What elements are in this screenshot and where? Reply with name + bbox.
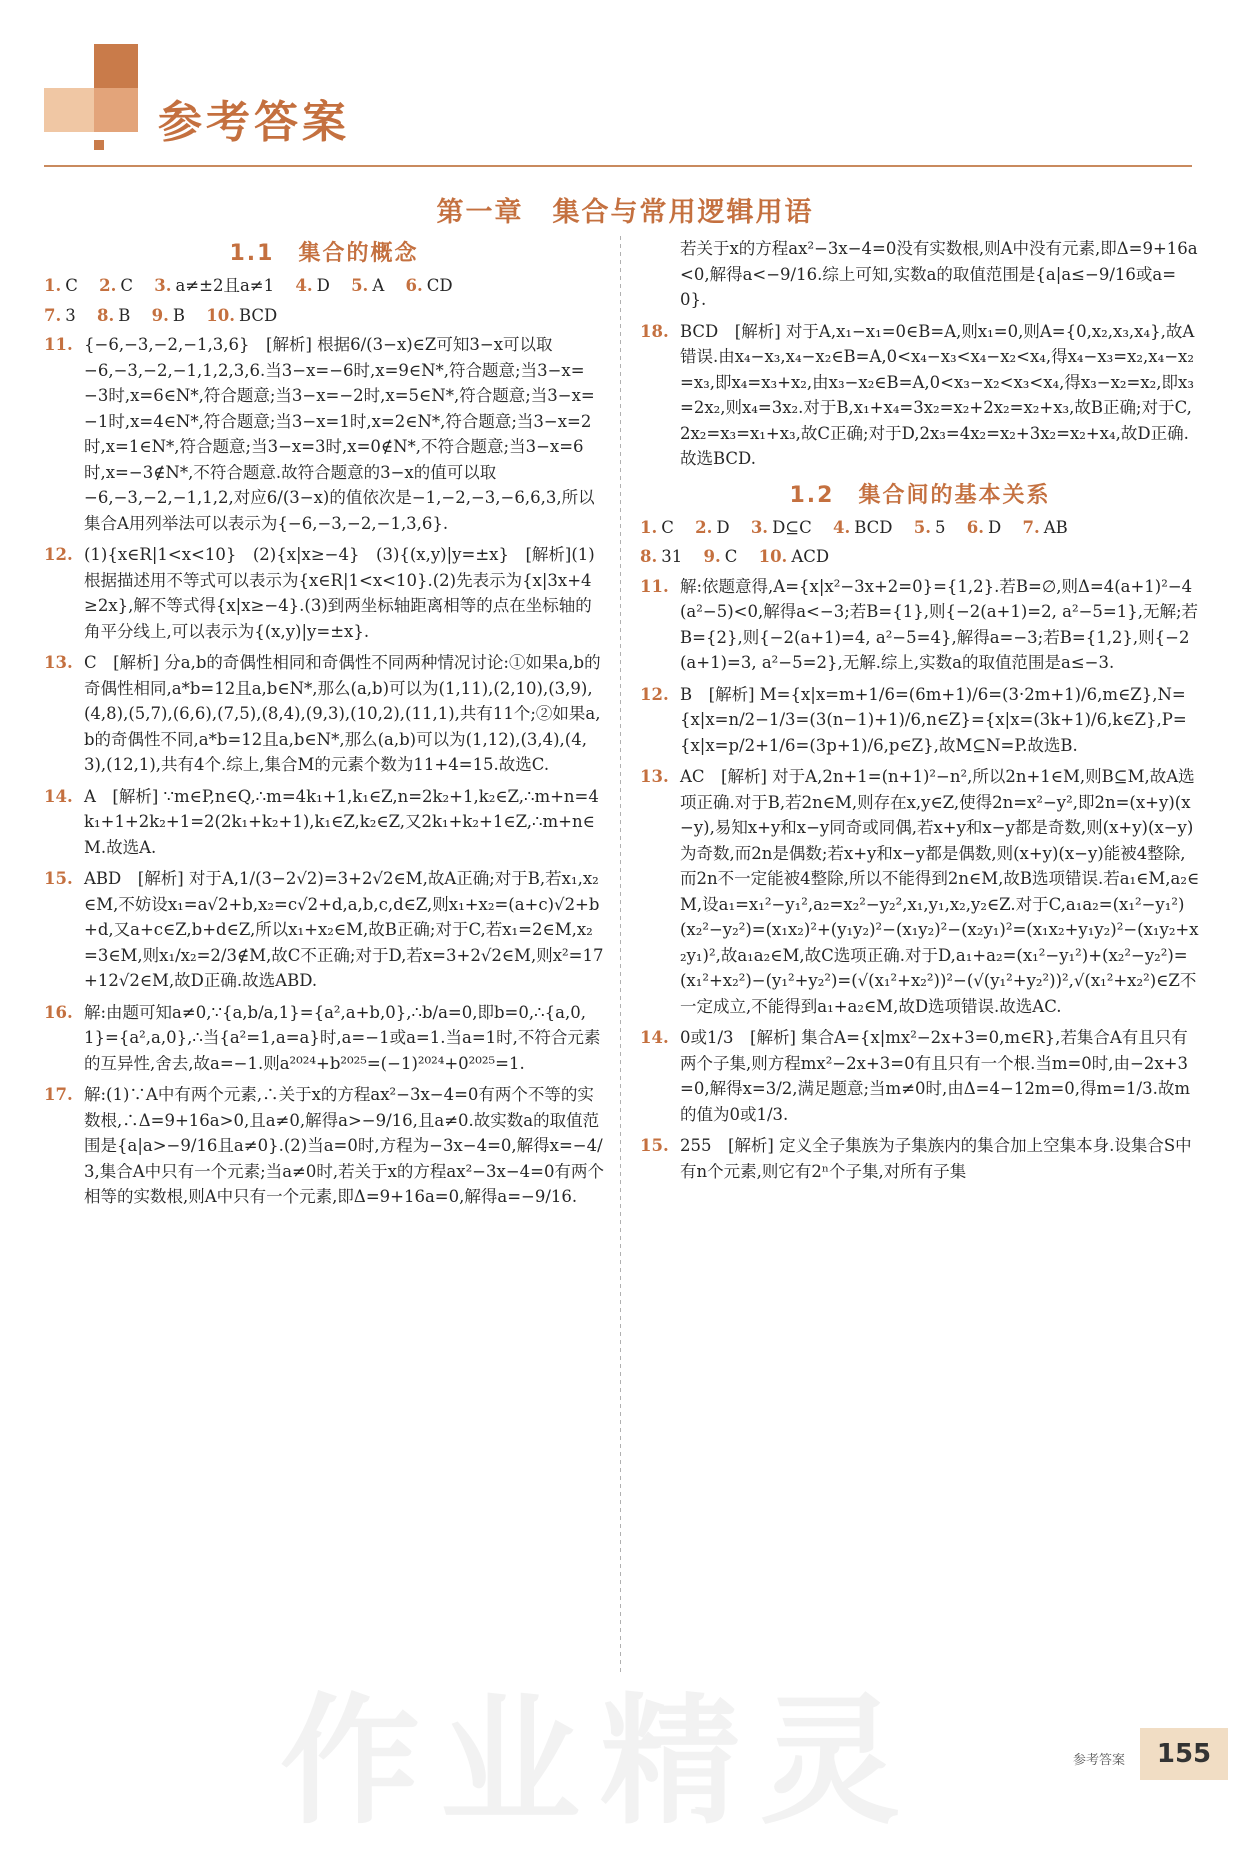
answer-item-continued xyxy=(640,236,1200,313)
item-text: BCD [解析] 对于A,x₁−x₁=0∈B=A,则x₁=0,则A={0,x₂,x₃,x₄},故A错误.由x₄−x₃,x₄−x₂∈B=A,0<x₄−x₃<x₄−x₂<x₄,得x₄−x₃=x₂,x₄−x₂=x₃,即x₄=x₃+x₂,由x₃−x₂∈B=A,0<x₃−x₂<x₃<x₄,得x₃−x₂=x₂,即x₃=2x₂,则x₄=3x₂.对于B,x₁+x₄=3x₂=x₂+2x₂=x₂+x₃,故B正确;对于C,2x₂=x₃=x₁+x₃,故C正确;对于D,2x₃=4x₂=x₂+3x₂=x₂+x₄,故D正确.故选BCD. xyxy=(680,321,1195,468)
answer-item xyxy=(44,1000,604,1077)
answer-number: 10. xyxy=(206,305,235,325)
answer-value: C xyxy=(661,517,674,537)
answer-value: D⊆C xyxy=(772,517,812,537)
footer-label: 参考答案 xyxy=(1073,1753,1126,1768)
quick-answers-row xyxy=(640,515,1200,541)
answer-value: ACD xyxy=(791,547,830,566)
item-number: 16. xyxy=(44,1002,73,1022)
header-deco-square-mid xyxy=(94,88,138,132)
answer-number: 9. xyxy=(703,547,721,566)
item-text: B [解析] M={x|x=m+1/6=(6m+1)/6=(3·2m+1)/6,m∈Z},N={x|x=n/2−1/3=(3(n−1)+1)/6,n∈Z}={x|x=(3k+1)/6,k∈Z},P={x|x=p/2+1/6=(3p+1)/6,p∈Z},故M⊆N=P.故选B. xyxy=(680,684,1187,755)
answer-value: 3 xyxy=(65,305,76,325)
answer-number: 6. xyxy=(405,276,423,295)
answer-item xyxy=(640,682,1200,759)
answer-value: 31 xyxy=(661,547,683,566)
column-divider xyxy=(620,236,621,1676)
item-number: 14. xyxy=(640,1028,669,1047)
quick-answers-row xyxy=(640,544,1200,570)
header-rule xyxy=(44,165,1192,167)
answer-item xyxy=(640,1025,1200,1127)
item-text: 解:(1)∵A中有两个元素,∴关于x的方程ax²−3x−4=0有两个不等的实数根,∴Δ=9+16a>0,且a≠0,解得a>−9/16,且a≠0.故实数a的取值范围是{a|a>−9/16且a≠0}.(2)当a=0时,方程为−3x−4=0,解得x=−4/3,集合A中只有一个元素;当a≠0时,若关于x的方程ax²−3x−4=0有两个相等的实数根,则A中只有一个元素,即Δ=9+16a=0,解得a=−9/16. xyxy=(84,1085,604,1206)
answer-value: D xyxy=(716,517,730,537)
answer-value: C xyxy=(120,276,133,295)
item-number: 17. xyxy=(44,1085,73,1104)
page-number: 155 xyxy=(1140,1728,1228,1780)
answer-number: 2. xyxy=(99,276,117,295)
section-title-1-1: 1.1 集合的概念 xyxy=(229,241,419,266)
item-number: 12. xyxy=(44,545,73,564)
answer-number: 5. xyxy=(351,276,369,295)
answer-value: a≠±2且a≠1 xyxy=(175,276,275,295)
answer-number: 7. xyxy=(44,305,62,325)
answer-value: BCD xyxy=(238,305,278,325)
answer-value: CD xyxy=(426,276,453,295)
item-text: (1){x∈R|1<x<10} (2){x|x≥−4} (3){(x,y)|y=±x} [解析](1)根据描述用不等式可以表示为{x∈R|1<x<10}.(2)先表示为{x|3x+4≥2x},解不等式得{x|x≥−4}.(3)到两坐标轴距离相等的点在坐标轴的角平分线上,可以表示为{(x,y)|y=±x}. xyxy=(84,545,595,641)
answer-number: 1. xyxy=(640,517,658,537)
item-number: 14. xyxy=(44,786,73,806)
answer-value: 5 xyxy=(935,517,946,537)
quick-answers-row xyxy=(44,303,604,329)
answer-number: 2. xyxy=(695,517,713,537)
item-text: {−6,−3,−2,−1,3,6} [解析] 根据6/(3−x)∈Z可知3−x可以取−6,−3,−2,−1,1,2,3,6.当3−x=−6时,x=9∈N*,符合题意;当3−x=−3时,x=6∈N*,符合题意;当3−x=−2时,x=5∈N*,符合题意;当3−x=−1时,x=4∈N*,符合题意;当3−x=1时,x=2∈N*,符合题意;当3−x=2时,x=1∈N*,符合题意;当3−x=3时,x=0∉N*,不符合题意;当3−x=6时,x=−3∉N*,不符合题意.故符合题意的3−x的值可以取−6,−3,−2,−1,1,2,对应6/(3−x)的值依次是−1,−2,−3,−6,6,3,所以集合A用列举法可以表示为{−6,−3,−2,−1,3,6}. xyxy=(84,335,595,533)
item-number: 11. xyxy=(640,576,669,596)
answer-number: 3. xyxy=(750,517,769,537)
answer-number: 6. xyxy=(966,517,984,537)
answer-value: D xyxy=(316,276,330,295)
answer-item xyxy=(640,319,1200,472)
item-number: 12. xyxy=(640,684,669,704)
answer-value: C xyxy=(724,547,738,566)
item-number: 15. xyxy=(640,1136,669,1155)
quick-answers-row xyxy=(44,273,604,299)
item-number: 13. xyxy=(44,653,73,672)
item-text: 255 [解析] 定义全子集族为子集族内的集合加上空集本身.设集合S中有n个元素,则它有2ⁿ个子集,对所有子集 xyxy=(680,1136,1192,1181)
answer-item xyxy=(44,1082,604,1210)
answer-value: A xyxy=(372,276,385,295)
item-text: A [解析] ∵m∈P,n∈Q,∴m=4k₁+1,k₁∈Z,n=2k₂+1,k₂∈Z,∴m+n=4k₁+1+2k₂+1=2(2k₁+k₂+1),k₁∈Z,k₂∈Z,又2k₁+k₂+1∈Z,∴m+n∈M.故选A. xyxy=(84,786,599,857)
item-text: ABD [解析] 对于A,1/(3−2√2)=3+2√2∈M,故A正确;对于B,若x₁,x₂∈M,不妨设x₁=a√2+b,x₂=c√2+d,a,b,c,d∈Z,则x₁+x₂=(a+c)√2+b+d,又a+c∈Z,b+d∈Z,所以x₁+x₂∈M,故B正确;对于C,若x₁=2∈M,x₂=3∈M,则x₁/x₂=2/3∉M,故C不正确;对于D,若x=3+2√2∈M,则x²=17+12√2∈M,故D正确.故选ABD. xyxy=(84,869,604,990)
chapter-title: 第一章 集合与常用逻辑用语 xyxy=(436,197,814,228)
header-deco-square-light xyxy=(44,88,94,132)
answer-item xyxy=(640,574,1200,676)
item-text: 解:依题意得,A={x|x²−3x+2=0}={1,2}.若B=∅,则Δ=4(a+1)²−4(a²−5)<0,解得a<−3;若B={1},则{−2(a+1)=2, a²−5=1},无解;若B={2},则{−2(a+1)=4, a²−5=4},解得a=−3;若B={1,2},则{−2(a+1)=3, a²−5=2},无解.综上,实数a的取值范围是a≤−3. xyxy=(680,576,1199,672)
answer-number: 10. xyxy=(758,547,788,566)
answer-item xyxy=(640,1133,1200,1184)
answer-number: 5. xyxy=(913,517,932,537)
answer-item xyxy=(640,764,1200,1019)
item-number: 15. xyxy=(44,869,73,888)
section-title-1-2: 1.2 集合间的基本关系 xyxy=(789,482,1051,508)
answer-number: 7. xyxy=(1022,517,1040,537)
answer-item xyxy=(44,650,604,778)
answer-item xyxy=(44,332,604,536)
header-deco-square-large xyxy=(94,44,138,88)
answer-number: 4. xyxy=(833,517,851,537)
item-number: 18. xyxy=(640,321,669,341)
answer-item xyxy=(44,784,604,861)
left-column xyxy=(44,236,604,1216)
answer-value: C xyxy=(65,276,78,295)
page-header-title: 参考答案 xyxy=(158,97,350,148)
item-number: 13. xyxy=(640,767,669,786)
answer-value: B xyxy=(172,305,185,325)
answer-number: 4. xyxy=(295,276,313,295)
item-text: 若关于x的方程ax²−3x−4=0没有实数根,则A中没有元素,即Δ=9+16a<0,解得a<−9/16.综上可知,实数a的取值范围是{a|a≤−9/16或a=0}. xyxy=(680,239,1198,309)
item-text: C [解析] 分a,b的奇偶性相同和奇偶性不同两种情况讨论:①如果a,b的奇偶性相同,a*b=12且a,b∈N*,那么(a,b)可以为(1,11),(2,10),(3,9),(4,8),(5,7),(6,6),(7,5),(8,4),(9,3),(10,2),(11,1),共有11个;②如果a,b的奇偶性不同,a*b=12且a,b∈N*,那么(a,b)可以为(1,12),(3,4),(4,3),(12,1),共有4个.综上,集合M的元素个数为11+4=15.故选C. xyxy=(84,653,601,774)
item-number: 11. xyxy=(44,335,73,354)
answer-item xyxy=(44,866,604,994)
answer-number: 8. xyxy=(96,305,115,325)
answer-item xyxy=(44,542,604,644)
item-number-empty xyxy=(640,236,680,313)
answer-value: BCD xyxy=(854,517,893,537)
watermark: 作业精灵 xyxy=(280,1681,921,1844)
answer-number: 9. xyxy=(151,305,169,325)
answer-number: 8. xyxy=(640,547,658,566)
item-text: 0或1/3 [解析] 集合A={x|mx²−2x+3=0,m∈R},若集合A有且只有两个子集,则方程mx²−2x+3=0有且只有一个根.当m=0时,由−2x+3=0,解得x=3/2,满足题意;当m≠0时,由Δ=4−12m=0,得m=1/3.故m的值为0或1/3. xyxy=(680,1028,1190,1124)
answer-value: B xyxy=(118,305,131,325)
header-deco-square-small xyxy=(94,140,104,150)
item-text: 解:由题可知a≠0,∵{a,b/a,1}={a²,a+b,0},∴b/a=0,即b=0,∴{a,0,1}={a²,a,0},∴当{a²=1,a=a}时,a=−1或a=1.当a=1时,不符合元素的互异性,舍去,故a=−1.则a²⁰²⁴+b²⁰²⁵=(−1)²⁰²⁴+0²⁰²⁵=1. xyxy=(84,1002,601,1073)
item-text: AC [解析] 对于A,2n+1=(n+1)²−n²,所以2n+1∈M,则B⊆M,故A选项正确.对于B,若2n∈M,则存在x,y∈Z,使得2n=x²−y²,即2n=(x+y)(x−y),易知x+y和x−y同奇或同偶,若x+y和x−y都是奇数,则(x+y)(x−y)为奇数,而2n是偶数;若x+y和x−y都是偶数,则(x+y)(x−y)能被4整除,而2n不一定能被4整除,所以不能得到2n∈M,故B选项错误.若a₁∈M,a₂∈M,设a₁=x₁²−y₁²,a₂=x₂²−y₂²,x₁,y₁,x₂,y₂∈Z.对于C,a₁a₂=(x₁²−y₁²)(x₂²−y₂²)=(x₁x₂)²+(y₁y₂)²−(x₁y₂)²−(x₂y₁)²=(x₁x₂+y₁y₂)²−(x₁y₂+x₂y₁)²,故a₁a₂∈M,故C选项正确.对于D,a₁+a₂=(x₁²−y₁²)+(x₂²−y₂²)=(x₁²+x₂²)−(y₁²+y₂²)=(√(x₁²+x₂²))²−(√(y₁²+y₂²))²,√(x₁²+x₂²)∈Z不一定成立,不能得到a₁+a₂∈M,故D选项错误.故选AC. xyxy=(680,767,1200,1016)
answer-value: AB xyxy=(1043,517,1068,537)
answer-value: D xyxy=(988,517,1002,537)
right-column xyxy=(640,236,1200,1190)
answer-number: 3. xyxy=(154,276,172,295)
answer-number: 1. xyxy=(44,276,62,295)
